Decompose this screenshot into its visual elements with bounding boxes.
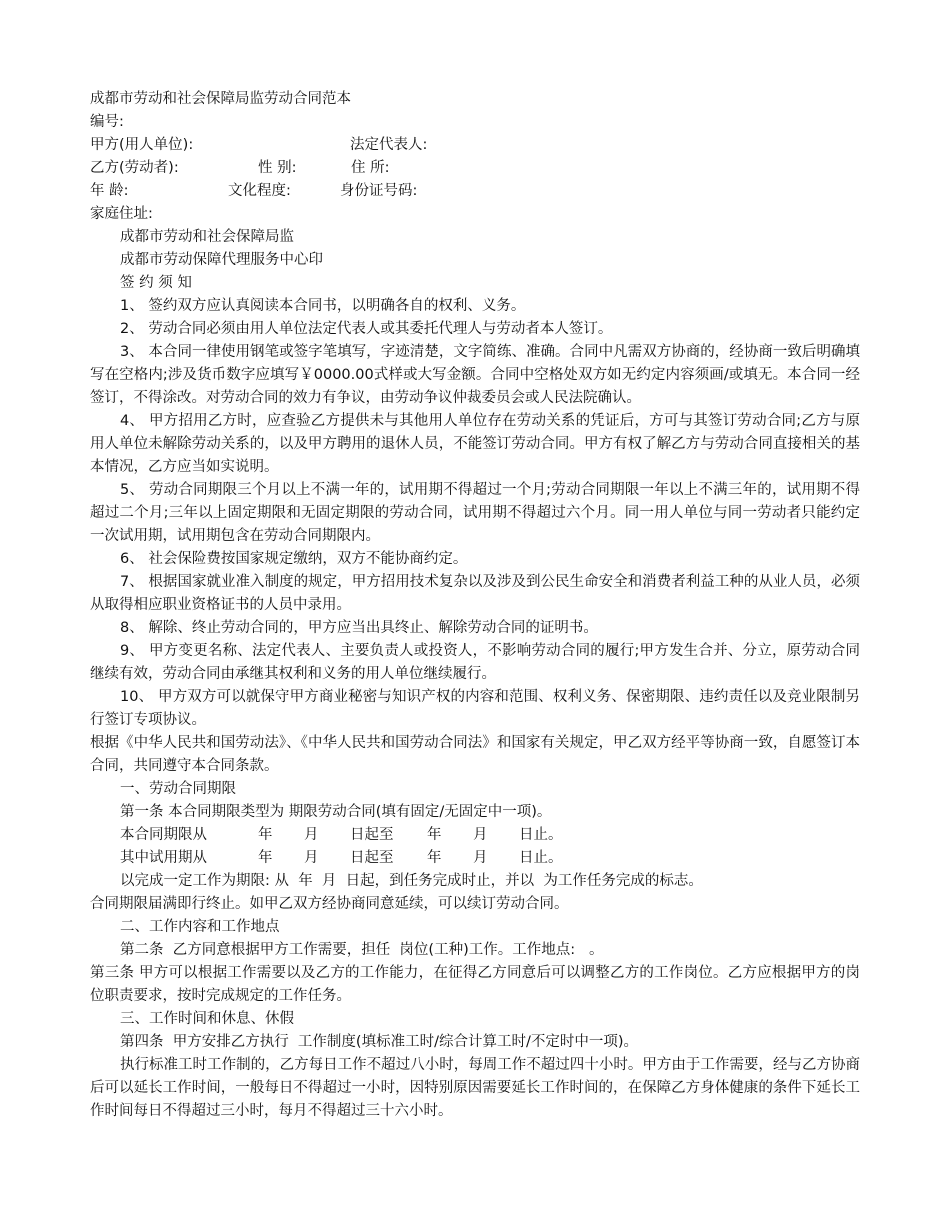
notice-item: 1、 签约双方应认真阅读本合同书，以明确各自的权利、义务。: [120, 298, 526, 314]
party-b-label: 乙方(劳动者):: [90, 160, 179, 176]
notice-item: 3、 本合同一律使用钢笔或签字笔填写，字迹清楚，文字简练、准确。合同中凡需双方协商的，经协商一致后明确填写在空格内;涉及货币数字应填写￥0000.00式样或大写金额。合同中空格处双方如无约定内容须画/或填无。本合同一经签订，不得涂改。对劳动合同的效力有争议，由劳动争议仲裁委员会或人民法院确认。: [90, 344, 860, 406]
education-label: 文化程度:: [228, 183, 291, 199]
probation-label: 其中试用期从: [120, 850, 207, 866]
age-label: 年 龄:: [90, 183, 129, 199]
issuer-line: 成都市劳动保障代理服务中心印: [120, 252, 323, 268]
section-heading: 三、工作时间和休息、休假: [120, 1011, 294, 1027]
section-heading: 一、劳动合同期限: [120, 781, 236, 797]
article-2: 第二条 乙方同意根据甲方工作需要，担任 岗位(工种)工作。工作地点: 。: [120, 942, 604, 958]
party-a-row: [90, 134, 860, 157]
probation-end-month: 月: [473, 850, 488, 866]
probation-end-day: 日止。: [519, 850, 563, 866]
notice-title: 签 约 须 知: [120, 275, 192, 291]
contract-term-row: [90, 824, 860, 847]
gender-label: 性 别:: [258, 160, 297, 176]
legal-rep-label: 法定代表人:: [350, 137, 428, 153]
party-a-label: 甲方(用人单位):: [90, 137, 194, 153]
contract-document: [90, 88, 860, 1123]
age-row: [90, 180, 860, 203]
party-b-row: [90, 157, 860, 180]
term-end-day: 日止。: [519, 827, 563, 843]
preamble: 根据《中华人民共和国劳动法》、《中华人民共和国劳动合同法》和国家有关规定，甲乙双方经平等协商一致，自愿签订本合同，共同遵守本合同条款。: [90, 735, 860, 774]
term-start-day: 日起至: [350, 827, 394, 843]
notice-item: 5、 劳动合同期限三个月以上不满一年的，试用期不得超过一个月;劳动合同期限一年以上不满三年的，试用期不得超过二个月;三年以上固定期限和无固定期限的劳动合同，试用期不得超过六个月。同一用人单位与同一劳动者只能约定一次试用期，试用期包含在劳动合同期限内。: [90, 482, 860, 544]
notice-item: 6、 社会保险费按国家规定缴纳，双方不能协商约定。: [120, 551, 468, 567]
term-end-year: 年: [427, 827, 442, 843]
notice-item: 10、 甲方双方可以就保守甲方商业秘密与知识产权的内容和范围、权利义务、保密期限、违约责任以及竞业限制另行签订专项协议。: [90, 689, 860, 728]
probation-start-day: 日起至: [350, 850, 394, 866]
term-end-month: 月: [473, 827, 488, 843]
article-4: 第四条 甲方安排乙方执行 工作制度(填标准工时/综合计算工时/不定时中一项)。: [120, 1034, 639, 1050]
task-term-line: 以完成一定工作为期限: 从 年 月 日起，到任务完成时止，并以 为工作任务完成的标志。: [120, 873, 703, 889]
probation-term-row: [90, 847, 860, 870]
notice-item: 4、 甲方招用乙方时，应查验乙方提供未与其他用人单位存在劳动关系的凭证后，方可与其签订劳动合同;乙方与原用人单位未解除劳动关系的，以及甲方聘用的退休人员，不能签订劳动合同。甲方有权了解乙方与劳动合同直接相关的基本情况，乙方应当如实说明。: [90, 413, 860, 475]
document-title: 成都市劳动和社会保障局监劳动合同范本: [90, 91, 351, 107]
term-label: 本合同期限从: [120, 827, 207, 843]
notice-item: 7、 根据国家就业准入制度的规定，甲方招用技术复杂以及涉及到公民生命安全和消费者利益工种的从业人员，必须从取得相应职业资格证书的人员中录用。: [90, 574, 860, 613]
address-label: 住 所:: [351, 160, 390, 176]
home-address-label: 家庭住址:: [90, 206, 153, 222]
number-label: 编号:: [90, 114, 124, 130]
expiry-line: 合同期限届满即行终止。如甲乙双方经协商同意延续，可以续订劳动合同。: [90, 896, 569, 912]
probation-end-year: 年: [427, 850, 442, 866]
standard-hours-paragraph: 执行标准工时工作制的，乙方每日工作不超过八小时，每周工作不超过四十小时。甲方由于工作需要，经与乙方协商后可以延长工作时间，一般每日不得超过一小时，因特别原因需要延长工作时间的，在保障乙方身体健康的条件下延长工作时间每日不得超过三小时，每月不得超过三十六小时。: [90, 1057, 860, 1119]
article-3: 第三条 甲方可以根据工作需要以及乙方的工作能力，在征得乙方同意后可以调整乙方的工作岗位。乙方应根据甲方的岗位职责要求，按时完成规定的工作任务。: [90, 965, 860, 1004]
term-start-year: 年: [258, 827, 273, 843]
section-heading: 二、工作内容和工作地点: [120, 919, 280, 935]
notice-item: 8、 解除、终止劳动合同的，甲方应当出具终止、解除劳动合同的证明书。: [120, 620, 598, 636]
notice-item: 2、 劳动合同必须由用人单位法定代表人或其委托代理人与劳动者本人签订。: [120, 321, 613, 337]
issuer-line: 成都市劳动和社会保障局监: [120, 229, 294, 245]
probation-start-month: 月: [304, 850, 319, 866]
term-start-month: 月: [304, 827, 319, 843]
id-number-label: 身份证号码:: [340, 183, 418, 199]
notice-item: 9、 甲方变更名称、法定代表人、主要负责人或投资人，不影响劳动合同的履行;甲方发生合并、分立，原劳动合同继续有效，劳动合同由承继其权利和义务的用人单位继续履行。: [90, 643, 860, 682]
article-1: 第一条 本合同期限类型为 期限劳动合同(填有固定/无固定中一项)。: [120, 804, 552, 820]
probation-start-year: 年: [258, 850, 273, 866]
